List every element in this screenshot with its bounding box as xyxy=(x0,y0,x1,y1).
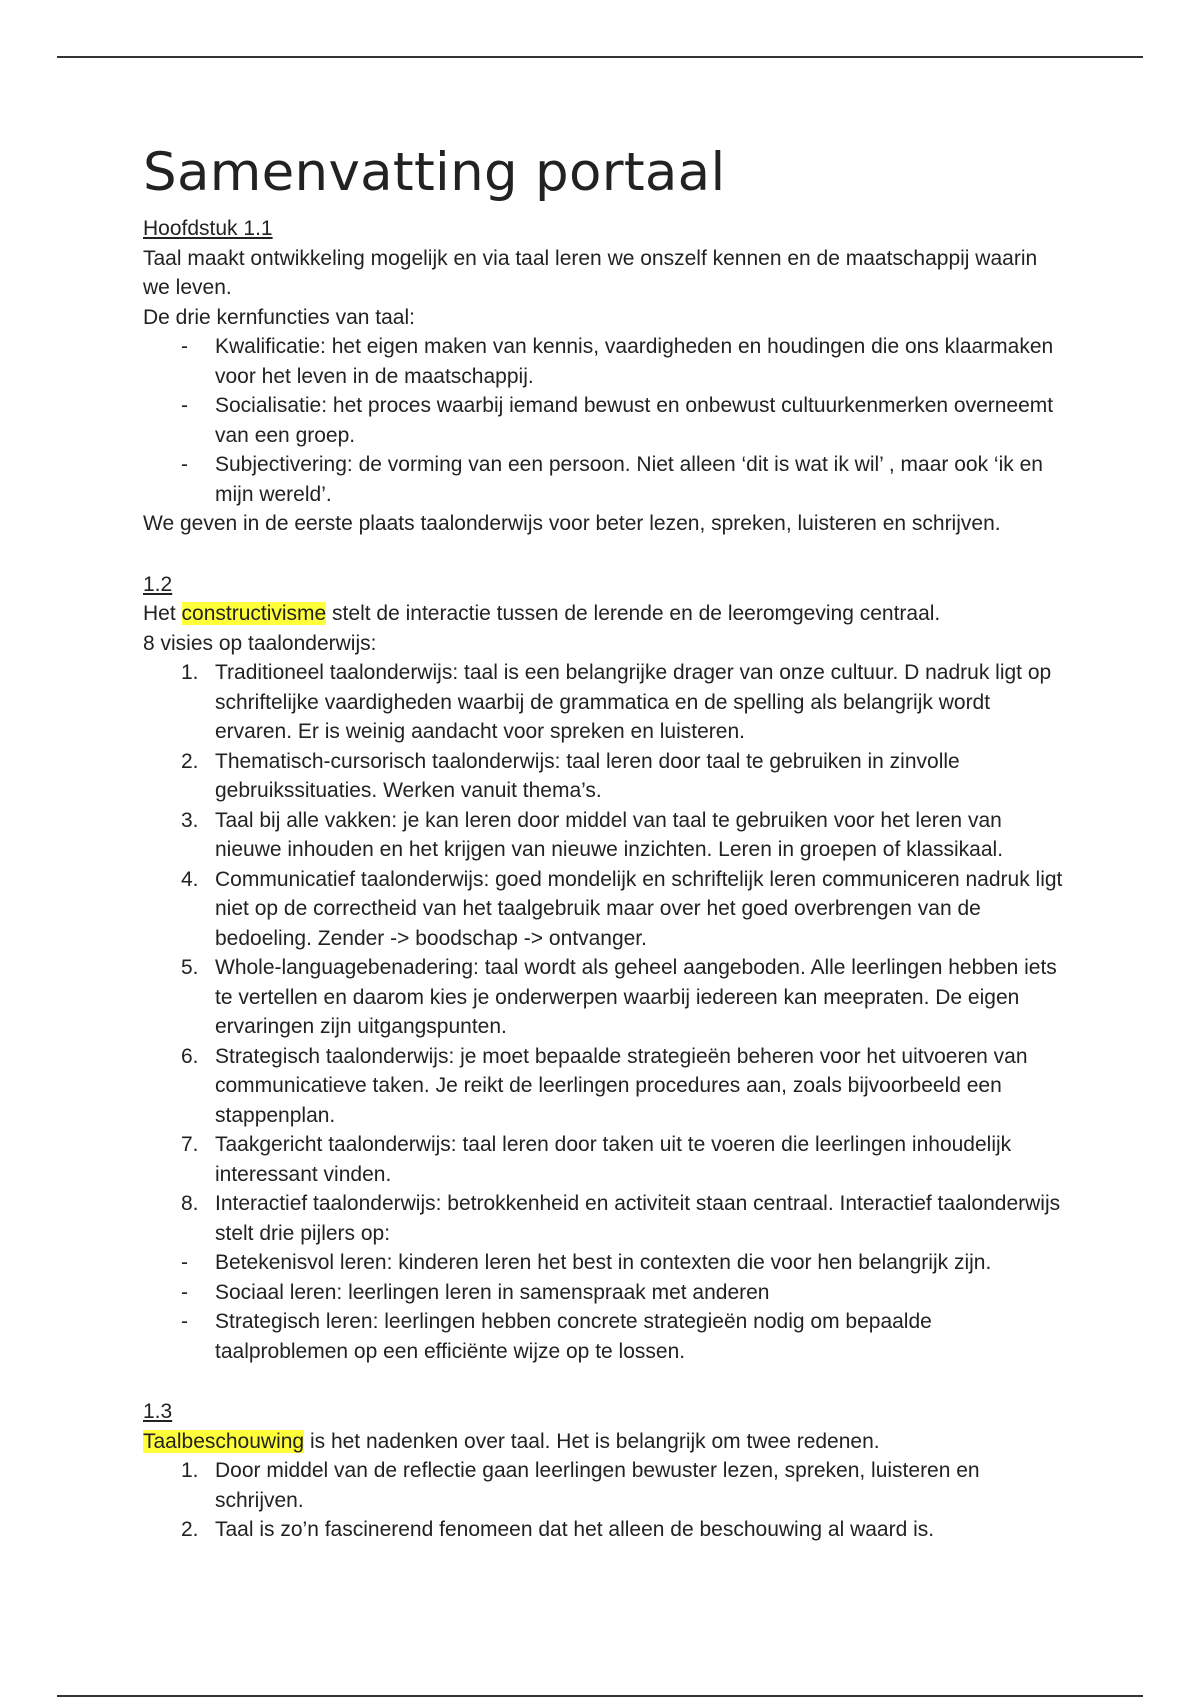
footer-rule xyxy=(57,1695,1143,1697)
list-item xyxy=(143,391,1063,450)
text-run: stelt de interactie tussen de lerende en de leeromgeving centraal. xyxy=(326,602,941,625)
paragraph: De drie kernfuncties van taal: xyxy=(143,305,415,329)
number-marker: 1. xyxy=(181,1459,199,1482)
bullet-marker: - xyxy=(181,335,188,358)
text-run: Het xyxy=(143,602,182,625)
section-1-2 xyxy=(143,570,1063,1367)
paragraph xyxy=(143,1427,1063,1457)
list-item-text: Kwalificatie: het eigen maken van kennis, vaardigheden en houdingen die ons klaarmaken voor het leven in de maatschappij. xyxy=(215,335,1054,388)
bullet-list xyxy=(143,1248,1063,1366)
list-item-text: Subjectivering: de vorming van een persoon. Niet alleen ‘dit is wat ik wil’ , maar ook ‘ik en mijn wereld’. xyxy=(215,453,1043,506)
number-marker: 2. xyxy=(181,749,199,773)
list-item xyxy=(143,1130,1063,1189)
bullet-marker: - xyxy=(181,1251,188,1274)
list-item-text: Door middel van de reflectie gaan leerlingen bewuster lezen, spreken, luisteren en schrijven. xyxy=(215,1459,980,1512)
paragraph: We geven in de eerste plaats taalonderwijs voor beter lezen, spreken, luisteren en schrijven. xyxy=(143,512,1001,535)
list-item xyxy=(143,747,1063,806)
list-item-text: Traditioneel taalonderwijs: taal is een belangrijke drager van onze cultuur. D nadruk ligt op schriftelijke vaardigheden waarbij de grammatica en de spelling als belangrijk wordt ervaren. Er is weinig aandacht voor spreken en luisteren. xyxy=(215,661,1052,743)
list-item xyxy=(143,658,1063,747)
list-item-text: Socialisatie: het proces waarbij iemand bewust en onbewust cultuurkenmerken overneemt van een groep. xyxy=(215,394,1054,447)
number-marker: 7. xyxy=(181,1133,199,1156)
number-marker: 4. xyxy=(181,867,199,891)
bullet-marker: - xyxy=(181,1310,188,1333)
bullet-marker: - xyxy=(181,394,188,417)
list-item xyxy=(143,450,1063,509)
bullet-marker: - xyxy=(181,1280,188,1304)
bullet-list xyxy=(143,332,1063,509)
list-item xyxy=(143,1189,1063,1248)
paragraph xyxy=(143,599,1063,629)
list-item-text: Whole-languagebenadering: taal wordt als geheel aangeboden. Alle leerlingen hebben iets te vertellen en daarom kies je onderwerpen waarbij iedereen kan meepraten. De eigen ervaringen zijn uitgangspunten. xyxy=(215,956,1057,1038)
list-item-text: Taal is zo’n fascinerend fenomeen dat het alleen de beschouwing al waard is. xyxy=(215,1518,935,1541)
document-body xyxy=(143,140,1063,1545)
list-item xyxy=(143,1248,1063,1278)
spacer xyxy=(143,1366,1063,1397)
number-marker: 3. xyxy=(181,808,199,832)
list-item-text: Strategisch leren: leerlingen hebben concrete strategieën nodig om bepaalde taalproblemen op een efficiënte wijze op te lossen. xyxy=(215,1310,932,1363)
number-marker: 8. xyxy=(181,1192,199,1215)
numbered-list xyxy=(143,658,1063,1248)
section-1-1 xyxy=(143,214,1063,539)
list-item xyxy=(143,1456,1063,1515)
list-item-text: Taakgericht taalonderwijs: taal leren door taken uit te voeren die leerlingen inhoudelijk interessant vinden. xyxy=(215,1133,1012,1186)
list-item xyxy=(143,953,1063,1042)
section-1-3 xyxy=(143,1397,1063,1545)
list-item-text: Sociaal leren: leerlingen leren in samenspraak met anderen xyxy=(215,1280,770,1304)
document-title: Samenvatting portaal xyxy=(143,142,726,203)
bullet-marker: - xyxy=(181,453,188,476)
list-item xyxy=(143,1307,1063,1366)
highlighted-term: Taalbeschouwing xyxy=(143,1429,305,1453)
list-item xyxy=(143,1042,1063,1131)
number-marker: 1. xyxy=(181,661,199,684)
list-item xyxy=(143,865,1063,954)
number-marker: 6. xyxy=(181,1044,199,1068)
list-item xyxy=(143,806,1063,865)
list-item-text: Thematisch-cursorisch taalonderwijs: taal leren door taal te gebruiken in zinvolle gebruikssituaties. Werken vanuit thema’s. xyxy=(215,749,960,802)
paragraph: 8 visies op taalonderwijs: xyxy=(143,631,377,655)
list-item xyxy=(143,1278,1063,1308)
list-item-text: Communicatief taalonderwijs: goed mondelijk en schriftelijk leren communiceren nadruk ligt niet op de correctheid van het taalgebruik maar over het goed overbrengen van de bedoeling. Zender -> boodschap -> ontvanger. xyxy=(215,867,1063,950)
list-item xyxy=(143,332,1063,391)
list-item-text: Betekenisvol leren: kinderen leren het best in contexten die voor hen belangrijk zijn. xyxy=(215,1251,992,1274)
paragraph: Taal maakt ontwikkeling mogelijk en via taal leren we onszelf kennen en de maatschappij waarin we leven. xyxy=(143,246,1038,299)
highlighted-term: constructivisme xyxy=(181,602,327,625)
text-run: is het nadenken over taal. Het is belangrijk om twee redenen. xyxy=(304,1429,880,1453)
section-heading: Hoofdstuk 1.1 xyxy=(143,217,273,240)
list-item xyxy=(143,1515,1063,1545)
section-heading: 1.3 xyxy=(143,1400,173,1423)
section-heading: 1.2 xyxy=(143,572,173,596)
numbered-list xyxy=(143,1456,1063,1545)
list-item-text: Interactief taalonderwijs: betrokkenheid en activiteit staan centraal. Interactief taalonderwijs stelt drie pijlers op: xyxy=(215,1192,1061,1245)
number-marker: 2. xyxy=(181,1518,199,1541)
number-marker: 5. xyxy=(181,956,199,979)
spacer xyxy=(143,539,1063,570)
header-rule xyxy=(57,56,1143,58)
list-item-text: Taal bij alle vakken: je kan leren door middel van taal te gebruiken voor het leren van nieuwe inhouden en het krijgen van nieuwe inzichten. Leren in groepen of klassikaal. xyxy=(215,808,1004,861)
list-item-text: Strategisch taalonderwijs: je moet bepaalde strategieën beheren voor het uitvoeren van communicatieve taken. Je reikt de leerlingen procedures aan, zoals bijvoorbeeld een stappenplan. xyxy=(215,1044,1028,1127)
